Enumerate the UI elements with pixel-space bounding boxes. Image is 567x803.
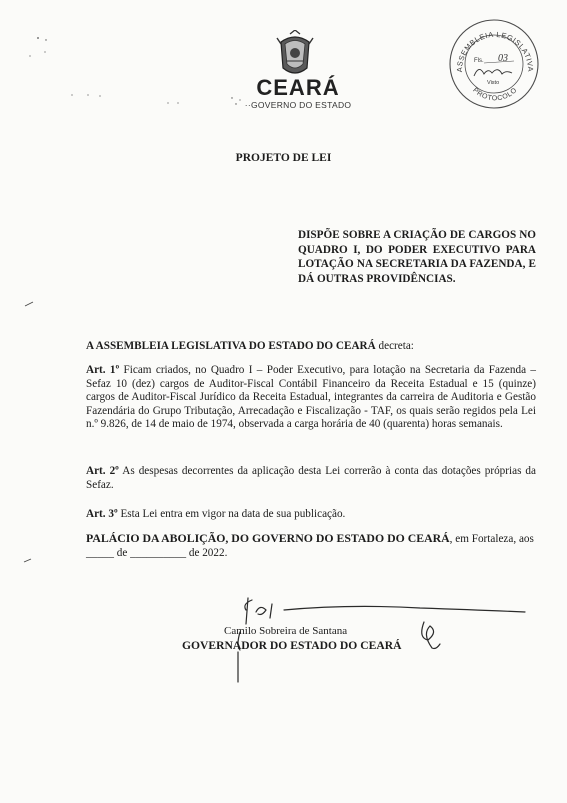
- stamp-fls-label: Fls.: [474, 58, 484, 64]
- stamp-fls-number: 03: [498, 53, 508, 64]
- signing-place-date: [86, 532, 536, 560]
- signer-name: Camilo Sobreira de Santana: [224, 625, 348, 637]
- document-title: PROJETO DE LEI: [235, 152, 332, 164]
- governor-handwritten-signature: [180, 590, 540, 685]
- signer-role: GOVERNADOR DO ESTADO DO CEARÁ: [182, 639, 402, 652]
- preamble-decreta: decreta:: [375, 340, 414, 352]
- stamp-visto-label: Visto: [487, 80, 500, 86]
- date-year: de 2022.: [186, 546, 228, 559]
- palace-city: , em Fortaleza, aos: [449, 533, 534, 545]
- article-3-label: Art. 3º: [86, 508, 118, 520]
- brand-subtitle: ··GOVERNO DO ESTADO: [244, 100, 352, 110]
- article-1: [86, 364, 536, 432]
- ceara-coat-of-arms-icon: [273, 30, 317, 80]
- article-2-label: Art. 2º: [86, 465, 119, 477]
- date-de: de: [113, 546, 131, 559]
- svg-text:PROTOCOLO: [471, 87, 518, 103]
- stamp-ring-top-text: ASSEMBLEIA LEGISLATIVA: [454, 29, 536, 73]
- article-2-text: As despesas decorrentes da aplicação desta Lei correrão à conta das dotações próprias da Sefaz.: [86, 465, 536, 491]
- date-month-blank: __________: [130, 546, 187, 559]
- preamble-assembly: A ASSEMBLEIA LEGISLATIVA DO ESTADO DO CEARÁ: [86, 340, 376, 352]
- bill-summary: DISPÕE SOBRE A CRIAÇÃO DE CARGOS NO QUADRO I, DO PODER EXECUTIVO PARA LOTAÇÃO NA SECRETARIA DA FAZENDA, E DÁ OUTRAS PROVIDÊNCIAS.: [298, 229, 536, 285]
- article-1-label: Art. 1º: [86, 364, 120, 376]
- article-3-text: Esta Lei entra em vigor na data de sua publicação.: [117, 508, 346, 520]
- article-1-text: Ficam criados, no Quadro I – Poder Executivo, para lotação na Secretaria da Fazenda – Sefaz 10 (dez) cargos de Auditor-Fiscal Contábil Financeiro da Receita Estadual e 15 (quinze) cargos de Auditor-Fiscal Jurídico da Receita Estadual, integrantes da carreira de Auditoria e Gestão Fazendária do Grupo Tributação, Arrecadação e Fiscalização - TAF, os quais serão regidos pela Lei n.º 9.826, de 14 de maio de 1974, observada a carga horária de 40 (quarenta) horas semanais.: [86, 364, 536, 431]
- article-2: [86, 465, 536, 492]
- preamble: [86, 340, 536, 354]
- date-day-blank: _____: [86, 546, 114, 559]
- article-3: [86, 508, 536, 522]
- protocol-stamp: [448, 18, 540, 110]
- brand-name: CEARÁ: [256, 75, 340, 100]
- palace-name: PALÁCIO DA ABOLIÇÃO, DO GOVERNO DO ESTADO DO CEARÁ: [86, 531, 450, 545]
- ceara-brand-logo: [238, 77, 358, 110]
- stamp-rubric-signature: [474, 69, 512, 76]
- stamp-ring-bottom-text: PROTOCOLO: [471, 86, 519, 103]
